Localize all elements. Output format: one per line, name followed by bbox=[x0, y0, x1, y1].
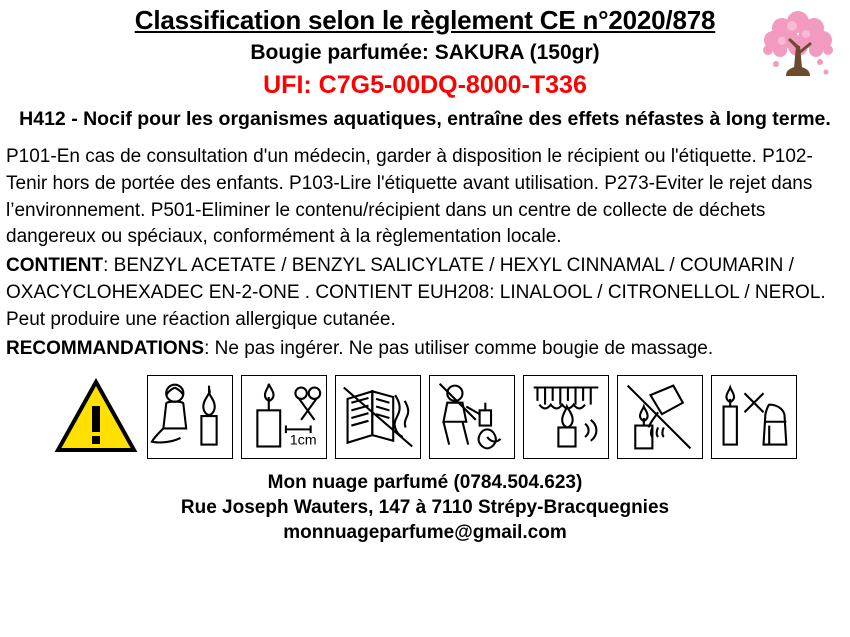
pictogram-row bbox=[6, 375, 844, 461]
trim-wick-1cm-pictogram bbox=[241, 375, 327, 459]
hazard-statement: H412 - Nocif pour les organismes aquatiques, entraîne des effets néfastes à long terme. bbox=[19, 108, 831, 131]
recommendations-label: RECOMMANDATIONS bbox=[6, 338, 205, 360]
do-not-extinguish-with-water-pictogram bbox=[617, 375, 703, 459]
recommendations-line bbox=[6, 336, 844, 363]
contains-line bbox=[6, 253, 844, 334]
never-move-burning-candle-pictogram bbox=[429, 375, 515, 459]
product-name: Bougie parfumée: SAKURA (150gr) bbox=[250, 40, 600, 64]
footer-address: Rue Joseph Wauters, 147 à 7110 Strépy-Bracquegnies bbox=[180, 497, 670, 518]
ufi-code: UFI: C7G5-00DQ-8000-T336 bbox=[263, 70, 587, 99]
do-not-burn-in-draught-pictogram bbox=[523, 375, 609, 459]
footer-email: monnuageparfume@gmail.com bbox=[283, 521, 567, 543]
page-title: Classification selon le règlement CE n°2020/878 bbox=[134, 5, 716, 35]
footer-company: Mon nuage parfumé (0784.504.623) bbox=[267, 472, 583, 494]
footer-block bbox=[6, 471, 844, 545]
sakura-tree-logo-icon bbox=[756, 6, 840, 98]
ghs-exclamation-mark-pictogram bbox=[53, 375, 139, 459]
keep-candles-apart-pictogram bbox=[711, 375, 797, 459]
trim-wick-caption: 1cm bbox=[289, 432, 317, 449]
do-not-burn-near-flammable-materials-pictogram bbox=[335, 375, 421, 459]
recommendations-text: : Ne pas ingérer. Ne pas utiliser comme bougie de massage. bbox=[204, 338, 714, 360]
keep-away-from-children-pictogram bbox=[147, 375, 233, 459]
contains-text: : BENZYL ACETATE / BENZYL SALICYLATE / HEXYL CINNAMAL / COUMARIN / OXACYCLOHEXADEC EN-2-ONE . CONTIENT EUH208: LINALOOL / CITRONELLOL / NEROL. Peut produire une réaction allergique cutanée. bbox=[6, 255, 826, 331]
statements-block bbox=[6, 144, 844, 364]
precautionary-statements: P101-En cas de consultation d'un médecin, garder à disposition le récipient ou l'étiquette. P102-Tenir hors de portée des enfants. P103-Lire l'étiquette avant utilisation. P273-Eviter le rejet dans l’environnement. P501-Eliminer le contenu/récipient dans un centre de collecte de déchets dangereux ou spéciaux, conformément à la règlementation locale. bbox=[6, 145, 813, 248]
contains-label: CONTIENT bbox=[6, 255, 104, 277]
